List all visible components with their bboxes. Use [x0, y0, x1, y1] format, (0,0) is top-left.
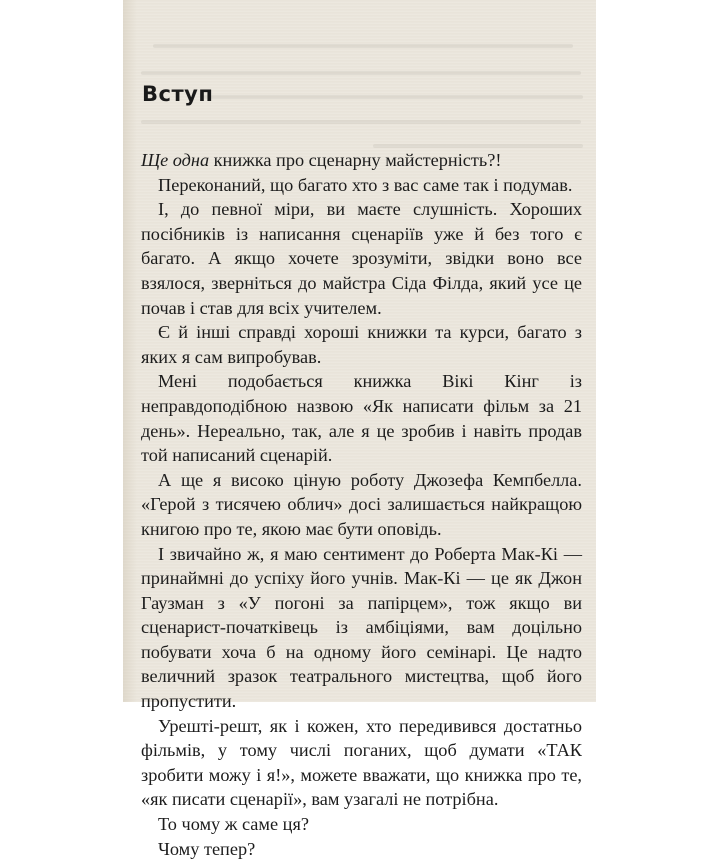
show-through-line	[153, 44, 573, 48]
paragraph: Урешті-решт, як і кожен, хто передивився достатньо фільмів, у тому числі поганих, щоб думати «ТАК зробити можу і я!», можете вважати, що книжка про те, «як писати сценарії», вам узагалі не потрібна.	[141, 715, 582, 810]
chapter-body	[141, 148, 582, 861]
chapter-heading: Вступ	[142, 82, 214, 106]
paragraph: То чому ж саме ця?	[158, 814, 309, 835]
paragraph: А ще я високо ціную роботу Джозефа Кемпбелла. «Герой з тисячею облич» досі залишається найкращою книгою про те, якою має бути оповідь.	[141, 469, 582, 539]
show-through-line	[203, 95, 583, 99]
paragraph: І звичайно ж, я маю сентимент до Роберта Мак-Кі — принаймні до успіху його учнів. Мак-Кі — це як Джон Гаузман з «У погоні за папірцем», тож якщо ви сценарист-початківець із амбіціями, вам доцільно побувати хоча б на одному його семінарі. Це надто величний зразок театрального мистецтва, щоб його пропустити.	[141, 543, 582, 712]
show-through-line	[141, 120, 581, 124]
paragraph: І, до певної міри, ви маєте слушність. Хороших посібників із написання сценаріїв уже й без того є багато. А якщо хочете зрозуміти, звідки воно все взялося, зверніться до майстра Сіда Філда, який усе це почав і став для всіх учителем.	[141, 199, 582, 318]
paragraph: Мені подобається книжка Вікі Кінг із неправдоподібною назвою «Як написати фільм за 21 день». Нереально, так, але я це зробив і навіть продав той написаний сценарій.	[141, 371, 582, 466]
paragraph-text: книжка про сценарну майстерність?!	[209, 150, 502, 170]
italic-lead: Ще одна	[141, 150, 210, 170]
paragraph: Чому тепер?	[158, 838, 256, 859]
book-page	[123, 0, 596, 859]
paragraph	[141, 148, 582, 173]
show-through-line	[141, 71, 581, 75]
paragraph: Є й інші справді хороші книжки та курси, багато з яких я сам випробував.	[141, 322, 582, 367]
paragraph: Переконаний, що багато хто з вас саме так і подумав.	[158, 174, 573, 195]
